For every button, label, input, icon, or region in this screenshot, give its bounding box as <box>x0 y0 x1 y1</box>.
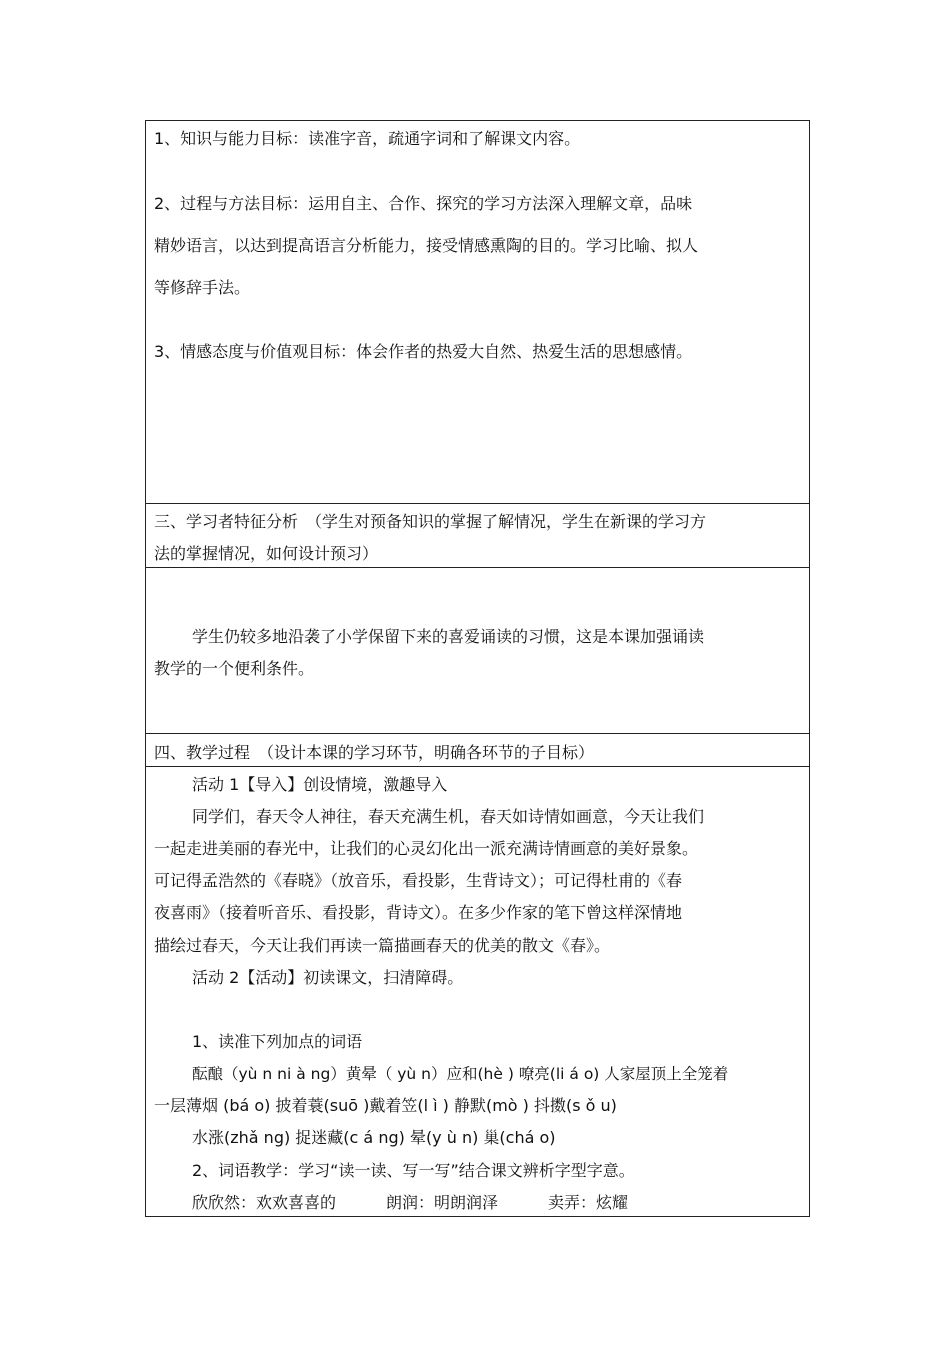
row-divider <box>146 567 809 568</box>
vocab-item: 卖弄：炫耀 <box>548 1193 629 1212</box>
activity-2-heading: 活动 2【活动】初读课文，扫清障碍。 <box>192 968 464 987</box>
objective-process-line: 精妙语言，以达到提高语言分析能力，接受情感熏陶的目的。学习比喻、拟人 <box>154 236 699 255</box>
objective-knowledge: 1、知识与能力目标：读准字音，疏通字词和了解课文内容。 <box>154 129 581 148</box>
intro-paragraph: 夜喜雨》（接着听音乐、看投影，背诗文）。在多少作家的笔下曾这样深情地 <box>154 903 683 922</box>
row-divider <box>146 766 809 767</box>
task-1-heading: 1、读准下列加点的词语 <box>192 1032 363 1051</box>
objective-process-line: 2、过程与方法目标：运用自主、合作、探究的学习方法深入理解文章，品味 <box>154 194 693 213</box>
intro-paragraph: 同学们，春天令人神往，春天充满生机，春天如诗情如画意，今天让我们 <box>192 807 705 826</box>
row-divider <box>146 733 809 734</box>
section-3-heading-cont: 法的掌握情况，如何设计预习） <box>154 544 379 563</box>
section-4-heading: 四、教学过程 （设计本课的学习环节，明确各环节的子目标） <box>154 743 595 762</box>
objective-emotion: 3、情感态度与价值观目标：体会作者的热爱大自然、热爱生活的思想感情。 <box>154 342 693 361</box>
vocab-item: 朗润：明朗润泽 <box>386 1193 499 1212</box>
activity-1-heading: 活动 1【导入】创设情境，激趣导入 <box>192 775 448 794</box>
pinyin-list: 一层薄烟 (bá o) 披着蓑(suō )戴着笠(l ì ) 静默(mò ) 抖擞(s ǒ u) <box>154 1096 617 1115</box>
intro-paragraph: 描绘过春天，今天让我们再读一篇描画春天的优美的散文《春》。 <box>154 936 611 955</box>
intro-paragraph: 可记得孟浩然的《春晓》（放音乐，看投影，生背诗文）；可记得杜甫的《春 <box>154 871 683 890</box>
pinyin-list: 水涨(zhǎ ng) 捉迷藏(c á ng) 晕(y ù n) 巢(chá o) <box>192 1128 556 1147</box>
learner-analysis-text: 教学的一个便利条件。 <box>154 659 315 678</box>
row-divider <box>146 503 809 504</box>
intro-paragraph: 一起走进美丽的春光中，让我们的心灵幻化出一派充满诗情画意的美好景象。 <box>154 839 699 858</box>
learner-analysis-text: 学生仍较多地沿袭了小学保留下来的喜爱诵读的习惯，这是本课加强诵读 <box>192 627 705 646</box>
vocab-row <box>192 1193 628 1213</box>
objective-process-line: 等修辞手法。 <box>154 278 251 297</box>
pinyin-list: 酝酿（yù n ni à ng）黄晕（ yù n）应和(hè ) 嘹亮(li á o) 人家屋顶上全笼着 <box>192 1065 729 1083</box>
task-2-heading: 2、词语教学：学习“读一读、写一写”结合课文辨析字型字意。 <box>192 1161 635 1180</box>
vocab-item: 欣欣然：欢欢喜喜的 <box>192 1193 337 1212</box>
lesson-plan-table <box>145 120 810 1217</box>
section-3-heading: 三、学习者特征分析 （学生对预备知识的掌握了解情况，学生在新课的学习方 <box>154 512 707 531</box>
